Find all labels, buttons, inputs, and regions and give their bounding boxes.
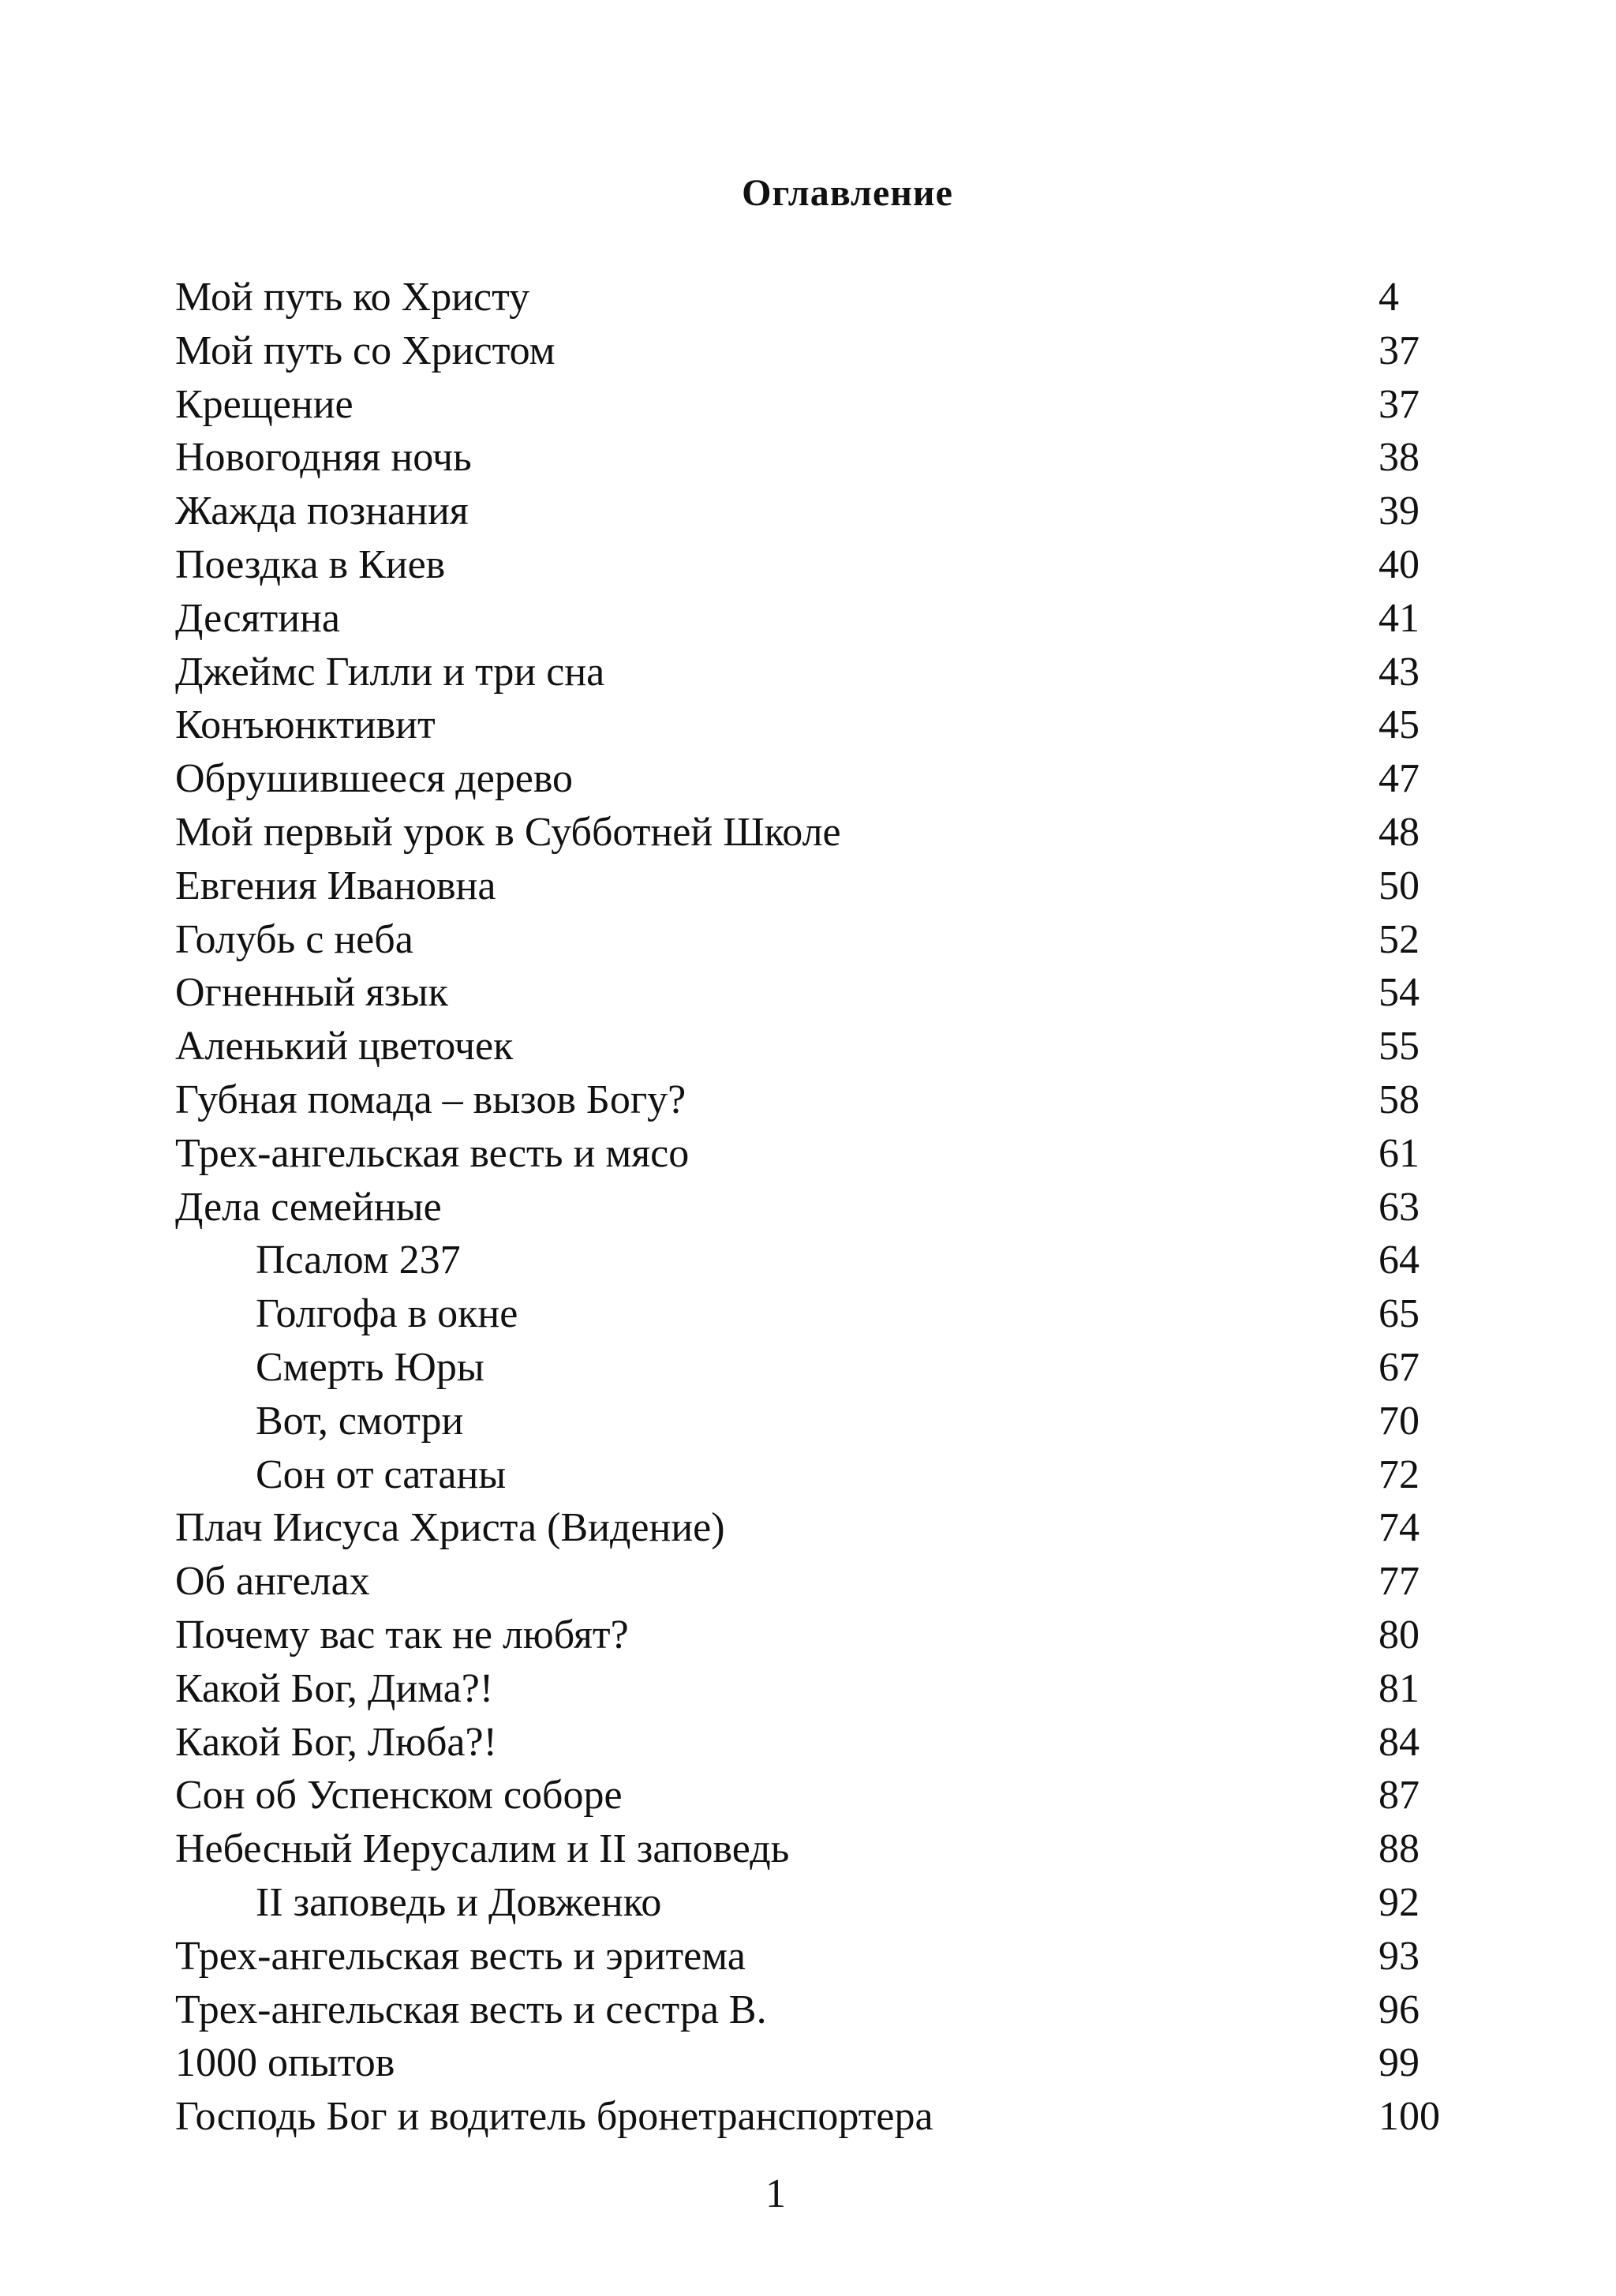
toc-entry-title: Конъюнктивит <box>175 702 436 748</box>
toc-entry-page: 80 <box>1378 1612 1420 1657</box>
toc-entry-page: 72 <box>1378 1451 1420 1497</box>
toc-entry <box>175 1287 1469 1341</box>
page-number: 1 <box>765 2171 786 2216</box>
toc-entry-title: Трех-ангельская весть и сестра В. <box>175 1987 767 2032</box>
toc-entry-page: 47 <box>1378 756 1420 802</box>
toc-entry-title: Жажда познания <box>175 489 469 534</box>
toc-entry-title: Небесный Иерусалим и II заповедь <box>175 1826 790 1872</box>
toc-entry-page: 52 <box>1378 916 1420 962</box>
toc-entry-page: 39 <box>1378 489 1420 534</box>
toc-entry-page: 81 <box>1378 1665 1420 1711</box>
toc-entry-page: 88 <box>1378 1826 1420 1872</box>
toc-entry-title: Аленький цветочек <box>175 1024 514 1069</box>
toc-entry-page: 92 <box>1378 1879 1420 1925</box>
toc-entry-title: II заповедь и Довженко <box>256 1879 662 1925</box>
toc-title: Оглавление <box>742 172 953 214</box>
toc-entry <box>175 1716 1469 1770</box>
toc-entry-title: Крещение <box>175 381 354 427</box>
toc-entry-title: Смерть Юры <box>256 1344 484 1390</box>
toc-entry <box>175 1822 1469 1876</box>
toc-entry <box>175 2036 1469 2090</box>
toc-entry-page: 84 <box>1378 1719 1420 1765</box>
toc-entry-title: Обрушившееся дерево <box>175 756 574 802</box>
table-of-contents <box>175 271 1469 2144</box>
toc-entry-title: Господь Бог и водитель бронетранспортера <box>175 2094 933 2140</box>
toc-entry <box>175 1930 1469 1983</box>
toc-entry-title: Вот, смотри <box>256 1398 464 1444</box>
toc-entry-title: Губная помада – вызов Богу? <box>175 1077 686 1122</box>
toc-entry-page: 70 <box>1378 1398 1420 1444</box>
toc-entry-page: 61 <box>1378 1130 1420 1176</box>
toc-entry-title: Поездка в Киев <box>175 541 446 587</box>
toc-entry <box>175 806 1469 860</box>
toc-entry <box>175 271 1469 324</box>
toc-entry-title: Сон от сатаны <box>256 1451 507 1497</box>
toc-entry <box>175 1234 1469 1287</box>
toc-entry-page: 63 <box>1378 1184 1420 1230</box>
toc-entry-page: 45 <box>1378 702 1420 748</box>
toc-entry <box>175 1501 1469 1555</box>
toc-entry <box>175 1983 1469 2037</box>
toc-entry-title: Мой путь со Христом <box>175 328 556 373</box>
toc-entry-page: 99 <box>1378 2040 1420 2086</box>
toc-entry <box>175 592 1469 646</box>
toc-entry <box>175 2090 1469 2144</box>
toc-entry-title: Дела семейные <box>175 1184 442 1230</box>
toc-entry-title: Какой Бог, Дима?! <box>175 1665 494 1711</box>
toc-entry-page: 87 <box>1378 1773 1420 1818</box>
toc-entry-title: Трех-ангельская весть и мясо <box>175 1130 690 1176</box>
toc-entry <box>175 1127 1469 1181</box>
toc-entry-page: 65 <box>1378 1291 1420 1337</box>
toc-entry-title: Мой первый урок в Субботней Школе <box>175 809 841 855</box>
toc-entry <box>175 324 1469 378</box>
toc-entry <box>175 1609 1469 1662</box>
toc-entry-title: Мой путь ко Христу <box>175 275 530 320</box>
toc-entry-title: Евгения Ивановна <box>175 863 496 908</box>
toc-entry <box>175 860 1469 913</box>
toc-entry-title: Трех-ангельская весть и эритема <box>175 1933 746 1979</box>
toc-entry-page: 55 <box>1378 1024 1420 1069</box>
toc-entry-page: 54 <box>1378 970 1420 1016</box>
toc-entry-page: 41 <box>1378 595 1420 641</box>
toc-entry <box>175 1876 1469 1930</box>
toc-entry <box>175 966 1469 1020</box>
toc-entry-page: 37 <box>1378 328 1420 373</box>
toc-entry <box>175 1769 1469 1822</box>
toc-entry <box>175 1395 1469 1448</box>
toc-entry-title: Огненный язык <box>175 970 448 1016</box>
toc-entry <box>175 1448 1469 1502</box>
toc-entry <box>175 752 1469 806</box>
toc-entry-page: 58 <box>1378 1077 1420 1122</box>
toc-entry-title: Голубь с неба <box>175 916 413 962</box>
toc-entry-page: 50 <box>1378 863 1420 908</box>
toc-entry <box>175 646 1469 699</box>
toc-entry-title: Новогодняя ночь <box>175 435 472 481</box>
toc-entry-page: 77 <box>1378 1559 1420 1605</box>
toc-entry-page: 100 <box>1378 2094 1440 2140</box>
toc-entry-title: Псалом 237 <box>256 1238 461 1283</box>
toc-entry <box>175 485 1469 538</box>
toc-entry-title: Плач Иисуса Христа (Видение) <box>175 1505 725 1551</box>
toc-entry <box>175 1341 1469 1395</box>
toc-entry-title: Сон об Успенском соборе <box>175 1773 623 1818</box>
toc-entry-title: Почему вас так не любят? <box>175 1612 629 1657</box>
toc-entry-page: 93 <box>1378 1933 1420 1979</box>
toc-entry-title: Об ангелах <box>175 1559 370 1605</box>
toc-entry <box>175 1073 1469 1127</box>
toc-entry <box>175 699 1469 752</box>
toc-entry <box>175 1662 1469 1716</box>
toc-entry <box>175 538 1469 592</box>
toc-entry-page: 37 <box>1378 381 1420 427</box>
toc-entry-title: Джеймс Гилли и три сна <box>175 649 605 695</box>
toc-entry-page: 48 <box>1378 809 1420 855</box>
toc-entry-title: Голгофа в окне <box>256 1291 518 1337</box>
toc-entry <box>175 431 1469 485</box>
toc-entry-page: 74 <box>1378 1505 1420 1551</box>
toc-entry-page: 67 <box>1378 1344 1420 1390</box>
toc-entry <box>175 1181 1469 1234</box>
toc-entry-title: Десятина <box>175 595 340 641</box>
toc-entry-page: 38 <box>1378 435 1420 481</box>
toc-entry <box>175 378 1469 432</box>
toc-entry-page: 96 <box>1378 1987 1420 2032</box>
toc-entry <box>175 1020 1469 1073</box>
toc-entry-page: 40 <box>1378 541 1420 587</box>
toc-entry <box>175 913 1469 967</box>
toc-entry <box>175 1555 1469 1609</box>
toc-entry-page: 43 <box>1378 649 1420 695</box>
toc-entry-page: 4 <box>1378 275 1399 320</box>
toc-entry-page: 64 <box>1378 1238 1420 1283</box>
toc-entry-title: 1000 опытов <box>175 2040 395 2086</box>
toc-entry-title: Какой Бог, Люба?! <box>175 1719 497 1765</box>
